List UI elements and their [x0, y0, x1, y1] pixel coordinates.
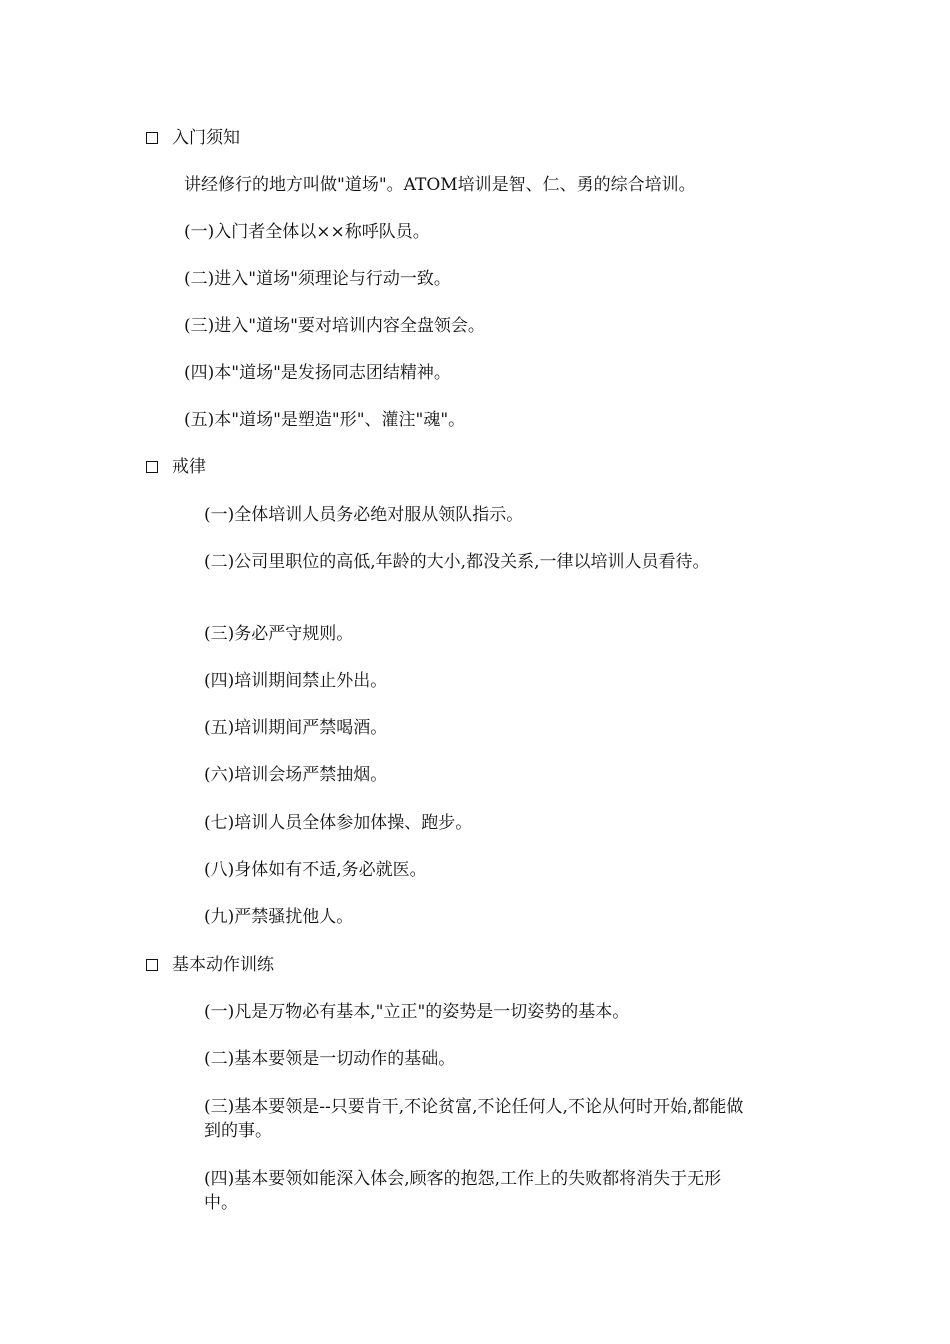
- list-item: (八)身体如有不适,务必就医。: [204, 860, 427, 880]
- checkbox-square-icon: [146, 132, 158, 144]
- list-item: (三)进入"道场"要对培训内容全盘领会。: [184, 316, 485, 336]
- list-item: (四)培训期间禁止外出。: [204, 671, 388, 691]
- list-item: (一)入门者全体以××称呼队员。: [184, 222, 430, 242]
- list-item: (三)务必严守规则。: [204, 624, 354, 644]
- list-item: (四)本"道场"是发扬同志团结精神。: [184, 363, 451, 383]
- list-item: (五)培训期间严禁喝酒。: [204, 718, 388, 738]
- list-item: (二)公司里职位的高低,年龄的大小,都没关系,一律以培训人员看待。: [204, 552, 710, 572]
- list-item: (四)基本要领如能深入体会,顾客的抱怨,工作上的失败都将消失于无形中。: [204, 1169, 722, 1213]
- list-item: (七)培训人员全体参加体操、跑步。: [204, 813, 473, 833]
- list-item: (二)基本要领是一切动作的基础。: [204, 1049, 456, 1069]
- section-heading-basic-training: [146, 954, 274, 976]
- list-item: (六)培训会场严禁抽烟。: [204, 765, 388, 785]
- list-item: (三)基本要领是--只要肯干,不论贫富,不论任何人,不论从何时开始,都能做到的事。: [204, 1097, 744, 1141]
- list-item: (一)凡是万物必有基本,"立正"的姿势是一切姿势的基本。: [204, 1002, 630, 1022]
- list-item: (五)本"道场"是塑造"形"、灌注"魂"。: [184, 410, 466, 430]
- checkbox-square-icon: [146, 461, 158, 473]
- heading-text: 戒律: [172, 457, 206, 477]
- heading-text: 基本动作训练: [172, 955, 274, 975]
- list-item: (一)全体培训人员务必绝对服从领队指示。: [204, 505, 524, 525]
- checkbox-square-icon: [146, 959, 158, 971]
- section-intro: 讲经修行的地方叫做"道场"。ATOM培训是智、仁、勇的综合培训。: [184, 175, 696, 195]
- heading-text: 入门须知: [172, 128, 240, 148]
- section-heading-entry-notice: [146, 127, 240, 149]
- list-item: (九)严禁骚扰他人。: [204, 907, 354, 927]
- list-item: (二)进入"道场"须理论与行动一致。: [184, 269, 451, 289]
- section-heading-discipline: [146, 456, 206, 478]
